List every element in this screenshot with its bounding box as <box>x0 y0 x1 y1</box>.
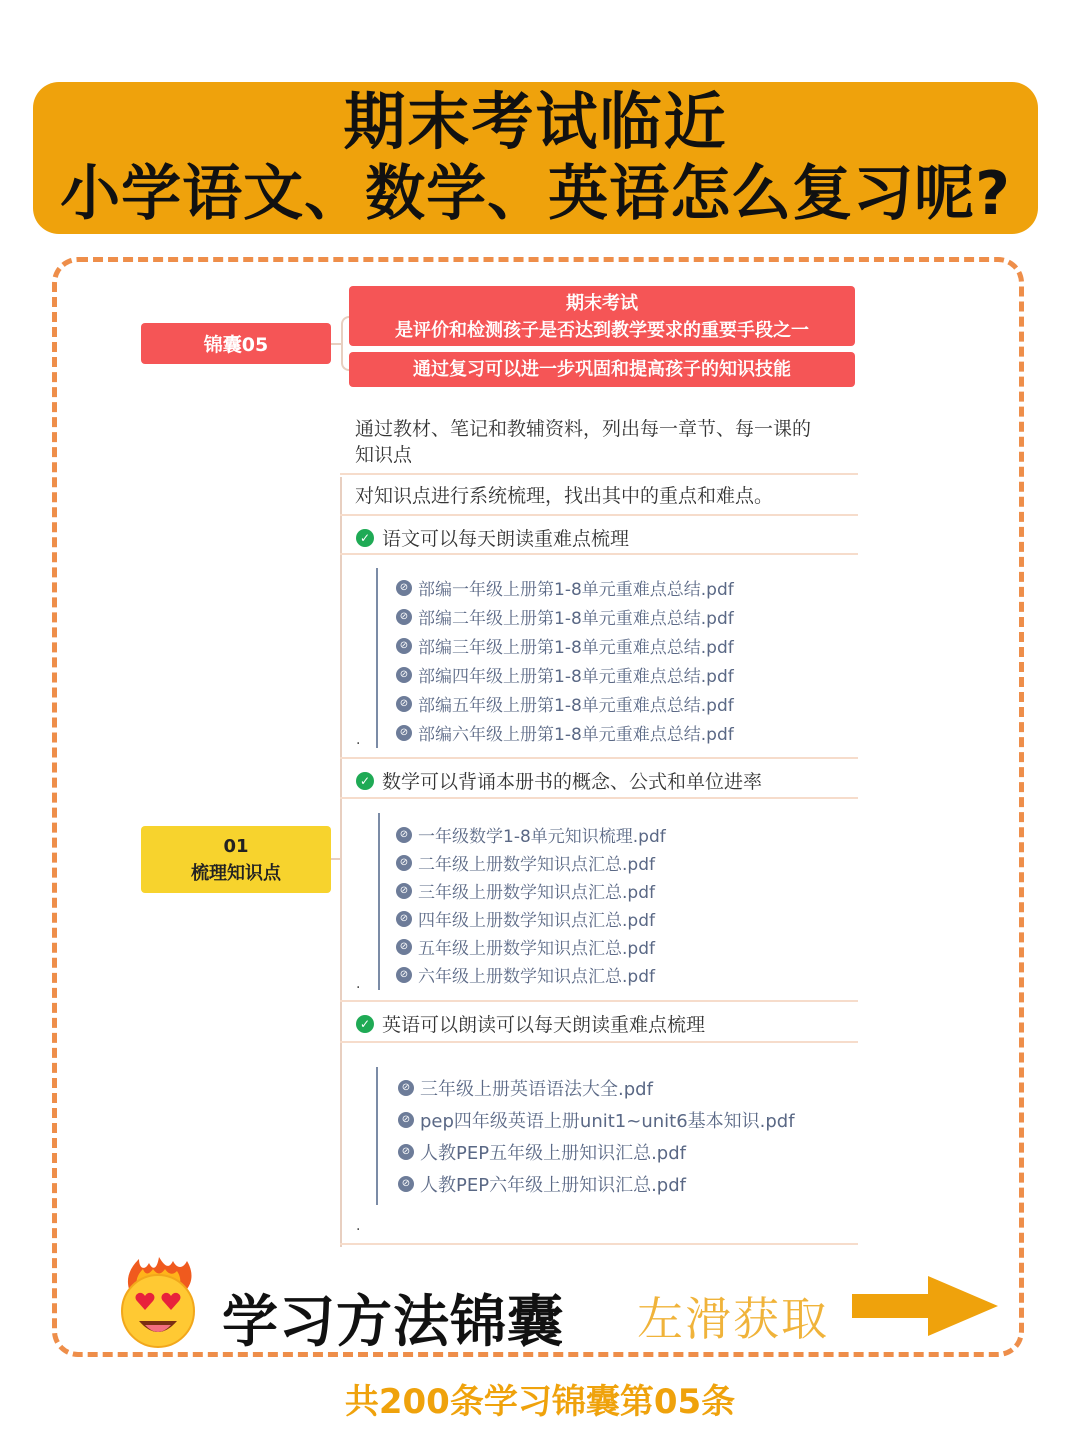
link-icon: ⊘ <box>396 696 412 712</box>
link-icon: ⊘ <box>396 883 412 899</box>
separator-dot: . <box>356 976 361 992</box>
file-name: 六年级上册数学知识点汇总.pdf <box>418 967 655 987</box>
file-link[interactable] <box>396 850 655 875</box>
file-link[interactable] <box>396 878 655 903</box>
file-group-bar <box>376 1067 378 1205</box>
link-icon: ⊘ <box>396 638 412 654</box>
note-1-line2: 知识点 <box>355 444 413 466</box>
divider <box>340 473 858 475</box>
heart-eyes-fire-emoji-icon <box>115 1255 201 1349</box>
intro-box-1-line2: 是评价和检测孩子是否达到教学要求的重要手段之一 <box>395 320 809 341</box>
file-name: 五年级上册数学知识点汇总.pdf <box>418 939 655 959</box>
main-branch-line <box>340 477 342 1247</box>
check-circle-icon: ✓ <box>356 529 374 547</box>
file-link[interactable] <box>396 934 655 959</box>
link-icon: ⊘ <box>396 580 412 596</box>
file-group-bar <box>376 568 378 748</box>
section-math-title <box>356 767 762 794</box>
footer-counter: 共200条学习锦囊第05条 <box>344 1382 736 1422</box>
divider <box>340 1041 858 1043</box>
link-icon: ⊘ <box>398 1112 414 1128</box>
intro-box-2: 通过复习可以进一步巩固和提高孩子的知识技能 <box>349 352 855 387</box>
file-name: 一年级数学1-8单元知识梳理.pdf <box>418 827 666 847</box>
file-link[interactable] <box>398 1171 686 1197</box>
section-math-label: 数学可以背诵本册书的概念、公式和单位进率 <box>382 771 763 793</box>
section-english-label: 英语可以朗读可以每天朗读重难点梳理 <box>382 1014 706 1036</box>
file-link[interactable] <box>396 662 734 687</box>
bottom-title: 学习方法锦囊 <box>222 1290 564 1355</box>
link-icon: ⊘ <box>396 609 412 625</box>
file-link[interactable] <box>396 720 734 745</box>
connector-bracket <box>341 316 349 371</box>
divider <box>340 757 858 759</box>
intro-box-1 <box>349 286 855 346</box>
tag-yellow-number: 01 <box>223 835 249 857</box>
check-circle-icon: ✓ <box>356 1015 374 1033</box>
file-link[interactable] <box>396 962 655 987</box>
note-1 <box>355 416 811 468</box>
right-arrow-icon[interactable] <box>852 1276 998 1336</box>
link-icon: ⊘ <box>396 855 412 871</box>
link-icon: ⊘ <box>398 1144 414 1160</box>
note-1-line1: 通过教材、笔记和教辅资料，列出每一章节、每一课的 <box>355 418 812 440</box>
file-name: 三年级上册数学知识点汇总.pdf <box>418 883 655 903</box>
section-chinese-label: 语文可以每天朗读重难点梳理 <box>382 528 630 550</box>
tag-red-label: 锦囊05 <box>203 334 269 356</box>
file-name: 部编五年级上册第1-8单元重难点总结.pdf <box>418 696 734 716</box>
link-icon: ⊘ <box>396 967 412 983</box>
check-circle-icon: ✓ <box>356 772 374 790</box>
file-name: 三年级上册英语语法大全.pdf <box>420 1079 653 1100</box>
link-icon: ⊘ <box>396 667 412 683</box>
header-banner <box>33 82 1038 234</box>
separator-dot: . <box>356 732 361 748</box>
file-name: 部编一年级上册第1-8单元重难点总结.pdf <box>418 580 734 600</box>
link-icon: ⊘ <box>396 827 412 843</box>
tag-jinnang-05 <box>141 323 331 364</box>
file-name: pep四年级英语上册unit1~unit6基本知识.pdf <box>420 1111 795 1132</box>
header-title-line1: 期末考试临近 <box>343 85 728 158</box>
link-icon: ⊘ <box>398 1176 414 1192</box>
divider <box>340 514 858 516</box>
section-english-title <box>356 1010 705 1037</box>
file-name: 部编二年级上册第1-8单元重难点总结.pdf <box>418 609 734 629</box>
link-icon: ⊘ <box>396 911 412 927</box>
file-link[interactable] <box>396 575 734 600</box>
divider <box>340 1243 858 1245</box>
divider <box>340 1000 858 1002</box>
header-title-line2: 小学语文、数学、英语怎么复习呢? <box>60 159 1011 229</box>
connector <box>331 343 341 345</box>
file-link[interactable] <box>396 604 734 629</box>
file-name: 部编三年级上册第1-8单元重难点总结.pdf <box>418 638 734 658</box>
file-link[interactable] <box>398 1139 686 1165</box>
file-link[interactable] <box>398 1075 653 1101</box>
divider <box>340 797 858 799</box>
file-link[interactable] <box>396 822 666 847</box>
swipe-left-hint[interactable]: 左滑获取 <box>637 1292 829 1346</box>
file-name: 部编六年级上册第1-8单元重难点总结.pdf <box>418 725 734 745</box>
file-link[interactable] <box>396 906 655 931</box>
note-2: 对知识点进行系统梳理，找出其中的重点和难点。 <box>355 485 774 507</box>
file-name: 四年级上册数学知识点汇总.pdf <box>418 911 655 931</box>
section-chinese-title <box>356 524 629 551</box>
file-link[interactable] <box>396 633 734 658</box>
link-icon: ⊘ <box>398 1080 414 1096</box>
file-link[interactable] <box>398 1107 795 1133</box>
file-name: 人教PEP六年级上册知识汇总.pdf <box>420 1175 686 1196</box>
file-name: 二年级上册数学知识点汇总.pdf <box>418 855 655 875</box>
tag-yellow-label: 梳理知识点 <box>191 862 281 884</box>
file-group-bar <box>378 813 380 990</box>
tag-sort-knowledge <box>141 826 331 893</box>
divider <box>340 553 858 555</box>
file-name: 人教PEP五年级上册知识汇总.pdf <box>420 1143 686 1164</box>
link-icon: ⊘ <box>396 939 412 955</box>
intro-box-1-line1: 期末考试 <box>566 293 638 314</box>
link-icon: ⊘ <box>396 725 412 741</box>
separator-dot: . <box>356 1218 361 1234</box>
file-name: 部编四年级上册第1-8单元重难点总结.pdf <box>418 667 734 687</box>
file-link[interactable] <box>396 691 734 716</box>
